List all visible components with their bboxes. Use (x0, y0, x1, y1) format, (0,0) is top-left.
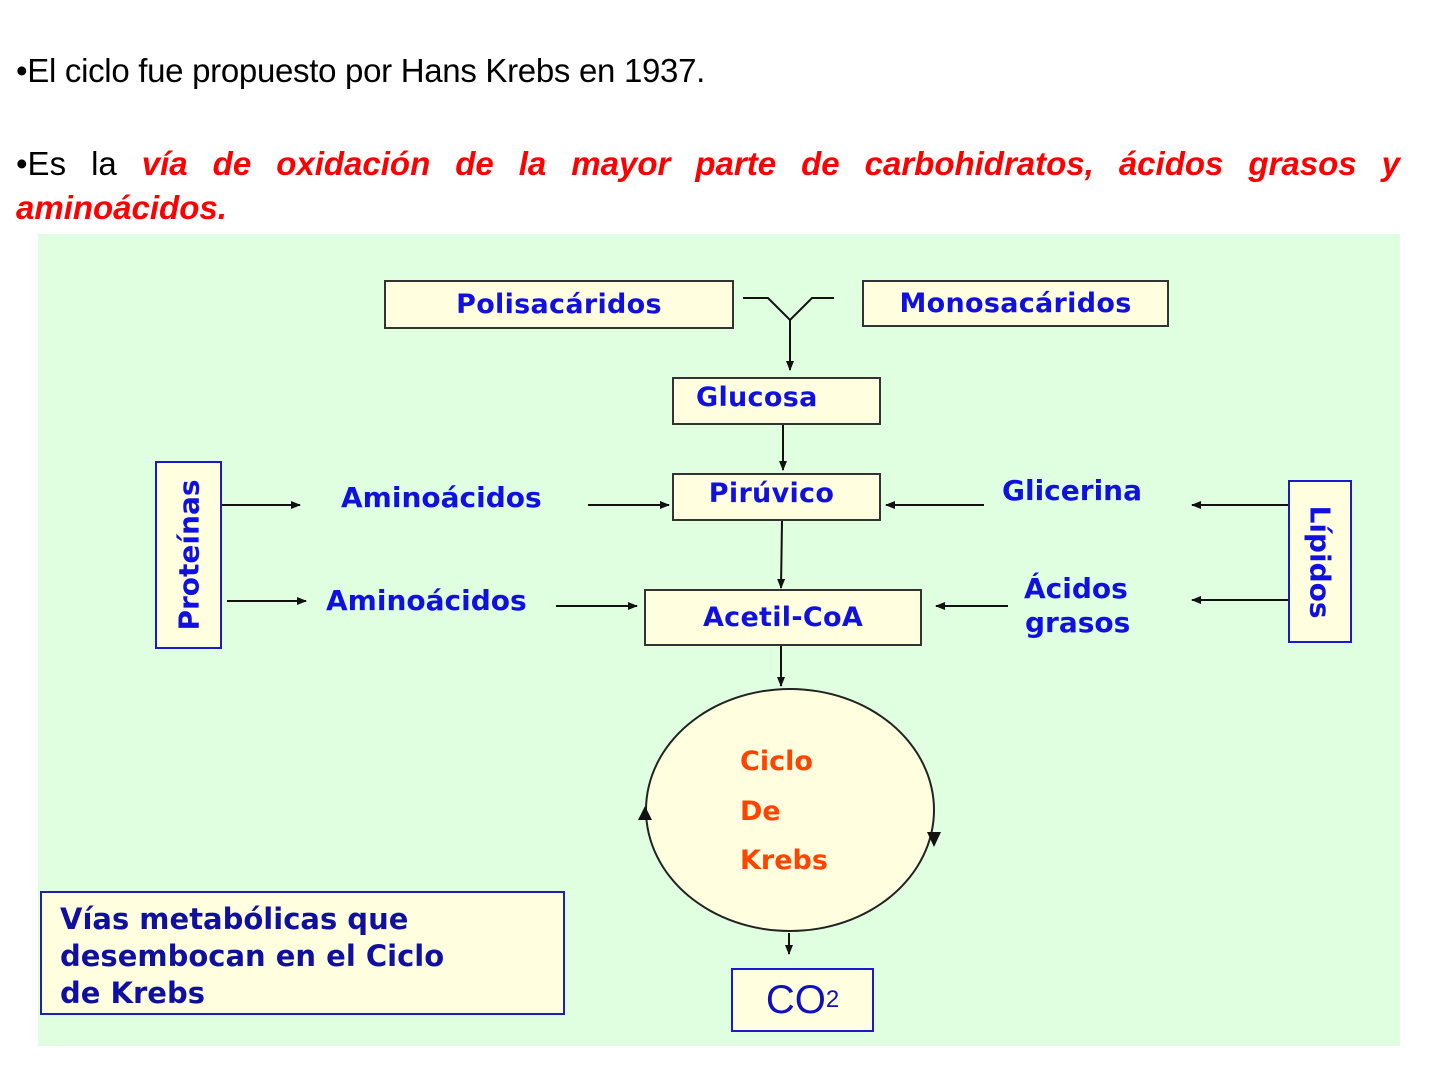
label-glicerina: Glicerina (1002, 474, 1142, 507)
label-acidos-grasos-line2: grasos (1025, 606, 1131, 639)
krebs-cycle-circle (645, 688, 935, 932)
bullet2-prefix: •Es la (16, 145, 142, 182)
node-label: Polisacáridos (456, 289, 662, 320)
node-lipidos (1288, 480, 1352, 643)
node-glucosa (672, 377, 881, 425)
node-label: Proteínas (172, 479, 205, 631)
node-label: Monosacáridos (899, 288, 1132, 319)
diagram-caption (40, 891, 565, 1015)
caption-line1: Vías metabólicas que (60, 902, 409, 936)
bullet2-emphasis: vía de oxidación de la mayor parte de carbohidratos, ácidos grasos y aminoácidos. (16, 145, 1400, 226)
co2-subscript: 2 (825, 986, 840, 1013)
node-proteinas (155, 461, 222, 649)
co2-label: CO (765, 977, 826, 1022)
label-aminoacidos-1: Aminoácidos (341, 481, 542, 514)
node-label: Pirúvico (708, 477, 835, 509)
node-label: Lípidos (1303, 504, 1337, 619)
node-monosacaridos (862, 280, 1169, 327)
node-label: Acetil-CoA (702, 602, 864, 633)
label-aminoacidos-2: Aminoácidos (326, 584, 527, 617)
caption-line3: de Krebs (60, 976, 205, 1010)
cycle-label-line2: De (740, 796, 781, 827)
node-piruvico (672, 473, 881, 521)
label-acidos-grasos-line1: Ácidos (1024, 572, 1128, 605)
caption-line2: desembocan en el Ciclo (60, 939, 445, 973)
cycle-label-line1: Ciclo (740, 746, 813, 777)
node-acetil-coa (644, 589, 922, 646)
node-co2 (731, 968, 874, 1032)
node-polisacaridos (384, 280, 734, 329)
bullet-oxidation-pathway (16, 142, 1400, 230)
bullet-hans-krebs: •El ciclo fue propuesto por Hans Krebs en 1937. (16, 52, 706, 89)
cycle-label-line3: Krebs (740, 845, 828, 876)
node-label: Glucosa (696, 381, 818, 413)
